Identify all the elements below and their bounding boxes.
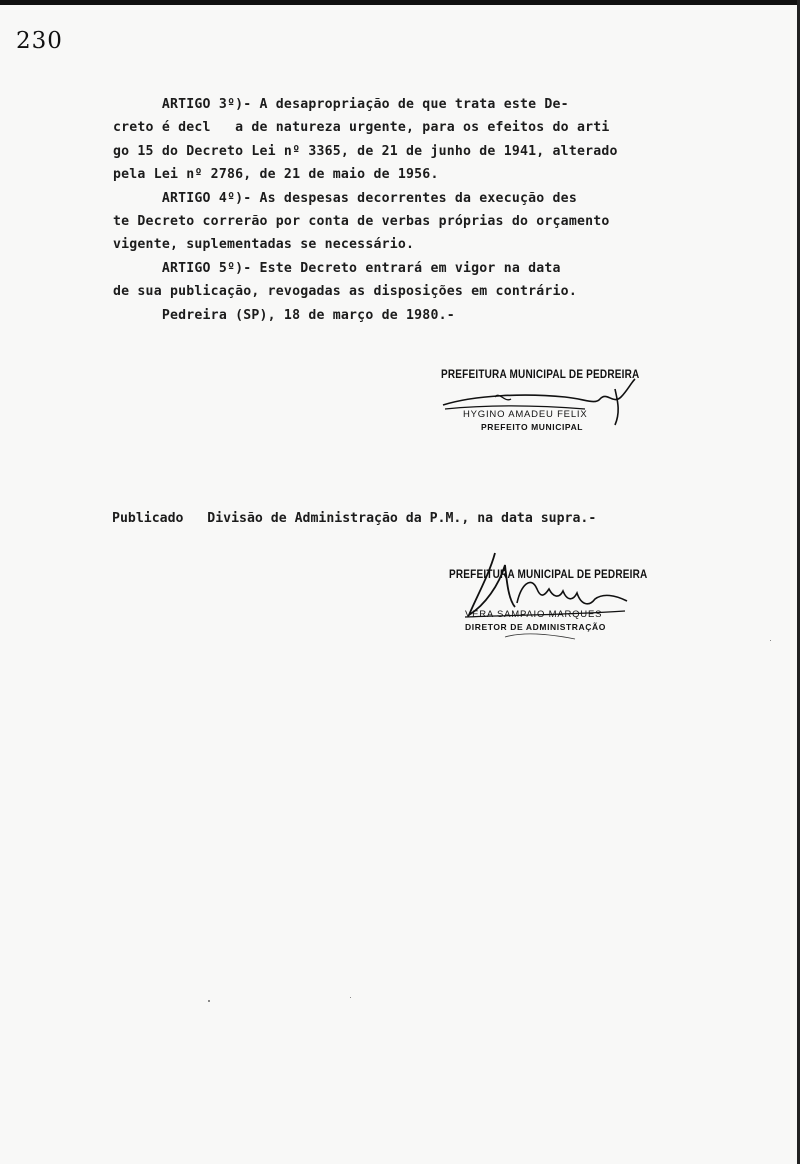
decree-line: Pedreira (SP), 18 de março de 1980.-	[113, 307, 455, 323]
scan-speck	[770, 640, 771, 641]
director-stamp-org: PREFEITURA MUNICIPAL DE PEDREIRA	[449, 569, 648, 582]
director-stamp-role: DIRETOR DE ADMINISTRAÇÃO	[465, 622, 606, 632]
page-number: 230	[16, 28, 63, 54]
decree-line: go 15 do Decreto Lei nº 3365, de 21 de junho de 1941, alterado	[113, 143, 618, 159]
decree-line: ARTIGO 5º)- Este Decreto entrará em vigor na data	[113, 260, 561, 276]
scan-top-border	[0, 0, 800, 5]
decree-line: ARTIGO 4º)- As despesas decorrentes da execução des	[113, 190, 577, 206]
mayor-stamp-name: HYGINO AMADEU FELIX	[463, 409, 588, 420]
scan-speck	[350, 997, 351, 998]
published-note: Publicado Divisão de Administração da P.M., na data supra.-	[112, 511, 597, 526]
mayor-signature	[435, 375, 645, 435]
decree-line: de sua publicação, revogadas as disposições em contrário.	[113, 284, 577, 300]
mayor-stamp-org: PREFEITURA MUNICIPAL DE PEDREIRA	[441, 369, 640, 382]
decree-line: vigente, suplementadas se necessário.	[113, 237, 415, 253]
director-signature	[455, 545, 635, 640]
decree-line: creto é decl a de natureza urgente, para os efeitos do arti	[113, 120, 610, 136]
director-stamp-name: VERA SAMPAIO MARQUES	[465, 609, 603, 620]
scan-speck	[208, 1000, 210, 1002]
decree-line: pela Lei nº 2786, de 21 de maio de 1956.	[113, 167, 439, 183]
decree-line: te Decreto correrão por conta de verbas próprias do orçamento	[113, 213, 610, 229]
decree-body	[113, 93, 713, 327]
decree-line: ARTIGO 3º)- A desapropriação de que trata este De-	[113, 97, 569, 112]
mayor-stamp-role: PREFEITO MUNICIPAL	[481, 422, 584, 432]
